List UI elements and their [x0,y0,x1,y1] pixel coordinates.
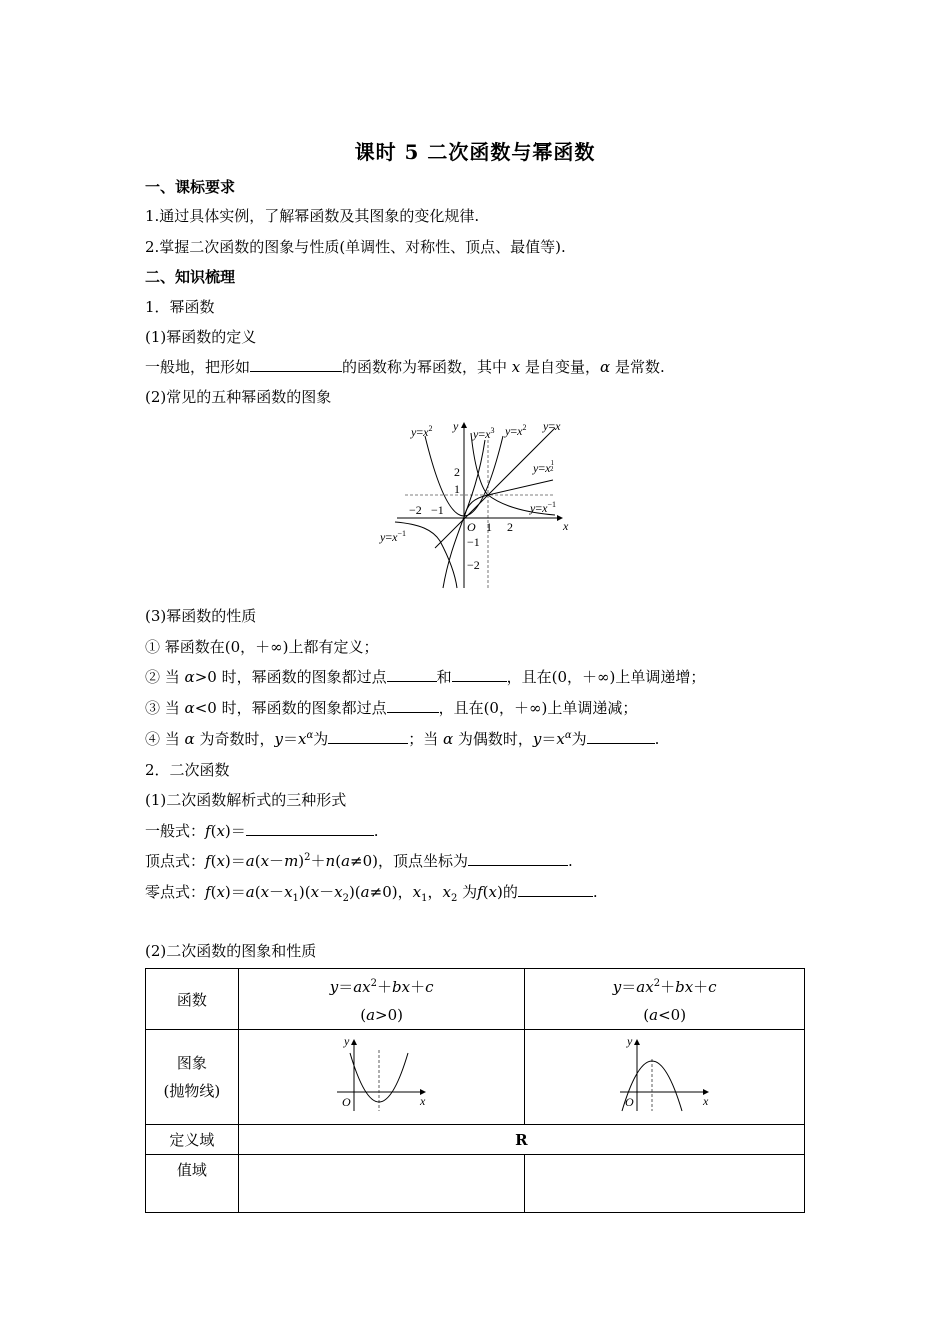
table-row-function [146,969,805,1030]
property-2-blank-2 [452,668,507,682]
graph-a-y-label: y [343,1035,349,1048]
forms-title: (1)二次函数解析式的三种形式 [145,791,347,809]
parabola-down-graph [615,1035,715,1115]
zero-form-blank [518,883,593,897]
header-graph-2: (抛物线) [163,1082,221,1100]
formula-a: $y=ax^2+bx+c$ [329,977,434,996]
property-4-d: ；当 [408,730,443,748]
tick-y-2: 2 [454,465,460,479]
general-form-end: . [373,822,379,840]
vertex-form-label: 顶点式： [145,852,206,870]
label-x: y=x [543,419,561,433]
condition-a: (a>0) [360,1005,403,1024]
property-3 [145,697,637,718]
formula-b: $y=ax^2+bx+c$ [612,977,717,996]
definition-text-c: 是自变量， [520,358,601,376]
general-form-eq: ＝ [230,822,246,840]
zero-form-end: . [592,883,598,901]
range-cell-a [238,1155,525,1213]
requirement-1: 1.通过具体实例，了解幂函数及其图象的变化规律. [145,207,480,225]
property-2-blank-1 [387,668,437,682]
subsection-quadratic: 2．二次函数 [145,761,230,779]
property-1: ① 幂函数在(0，＋∞)上都有定义； [145,638,379,656]
property-2-a: ② 当 [145,668,185,686]
properties-title: (3)幂函数的性质 [145,607,257,625]
property-4: ④ 当 α 为奇数时，$y=x^\alpha$为 ；当 α 为偶数时，$y=x^\alpha$为 . [145,730,660,748]
graph-b-y-arrow-icon [634,1039,640,1045]
parabola-up-graph [332,1035,432,1115]
vertex-form-b: ，顶点坐标为 [378,852,469,870]
property-4-blank-2 [587,730,655,744]
tick-y-1: 1 [454,482,460,496]
definition-line [145,356,665,377]
property-2-alpha: α [184,668,195,686]
property-4-blank-1 [328,730,408,744]
property-2-b: >0 时，幂函数的图象都过点 [194,668,387,686]
property-4-b: 为奇数时， [194,730,275,748]
property-2-d: ，且在(0，＋∞)上单调递增； [506,668,706,686]
page-title: 课时 5 二次函数与幂函数 [354,140,596,164]
header-graph-1: 图象 [176,1054,207,1072]
vertex-form-blank [468,852,568,866]
vertex-form: 顶点式：$f(x)=a(x-m)^2+n(a\ne 0)$，顶点坐标为 . [145,852,573,870]
header-range: 值域 [146,1155,239,1213]
property-3-a: ③ 当 [145,699,185,717]
tick-y-neg2: −2 [467,558,480,572]
tick-x-2: 2 [507,520,513,534]
section-1-heading: 一、课标要求 [145,178,236,196]
definition-text-a: 一般地，把形如 [145,358,251,376]
property-3-alpha: α [184,699,195,717]
curve-x [435,428,555,548]
graph-a-y-arrow-icon [351,1039,357,1045]
property-3-blank [387,699,439,713]
header-graph [146,1030,239,1125]
condition-b: (a<0) [643,1005,687,1024]
domain-value: R [238,1125,804,1155]
label-y-axis: y [453,419,459,433]
property-3-b: <0 时，幂函数的图象都过点 [194,699,387,717]
property-2 [145,666,705,687]
graph-a-origin: O [341,1095,351,1109]
label-x-half: $y=x^1$ 2 [533,459,554,475]
range-cell-b [525,1155,805,1213]
tick-y-neg1: −1 [467,535,480,549]
label-x3: $y=x^3$ [473,426,495,441]
tick-x-neg1: −1 [431,503,444,517]
definition-blank [250,358,342,372]
table-row-domain [146,1125,805,1155]
cell-graph-b [525,1030,805,1125]
table-title: (2)二次函数的图象和性质 [145,942,317,960]
general-form: 一般式：f(x)＝ . [145,822,379,840]
quadratic-properties-table [145,968,805,1213]
general-form-label: 一般式： [145,822,206,840]
zero-form-b: ， [397,883,413,901]
power-functions-graph [375,418,575,590]
tick-x-neg2: −2 [409,503,422,517]
property-3-c: ，且在(0，＋∞)上单调递减； [438,699,638,717]
header-domain: 定义域 [146,1125,239,1155]
label-origin: O [467,520,476,534]
label-x2-left: $y=x^2$ [411,424,433,439]
property-2-c: 和 [436,668,452,686]
zero-form: 零点式：$f(x)=a(x-x_1)(x-x_2)(a\ne 0)$，$x_1$，$x_2$ 为f(x)的 . [145,883,598,904]
cell-graph-a [238,1030,525,1125]
definition-x: x [511,358,521,376]
header-function: 函数 [146,969,239,1030]
definition-text-d: 是常数. [610,358,665,376]
cell-func-b [525,969,805,1030]
label-xinv-right: $y=x^{-1}$ [530,500,556,515]
property-4-alpha-1: α [184,730,195,748]
subsection-power-function: 1．幂函数 [145,298,215,316]
definition-title: (1)幂函数的定义 [145,328,257,346]
vertex-form-end: . [568,852,573,870]
graph-b-y-label: y [626,1035,633,1048]
cell-func-a [238,969,525,1030]
zero-form-label: 零点式： [145,883,206,901]
tick-x-1: 1 [486,520,492,534]
definition-alpha: α [600,358,611,376]
property-4-formula-2: y [532,730,542,748]
table-row-range [146,1155,805,1213]
label-x2-right: $y=x^2$ [505,423,527,438]
label-x-axis: x [563,519,569,533]
zero-form-c: 为 [462,883,478,901]
table-row-graph [146,1030,805,1125]
section-2-heading: 二、知识梳理 [145,268,236,286]
y-axis-arrow-icon [461,422,467,428]
requirement-2: 2.掌握二次函数的图象与性质(单调性、对称性、顶点、最值等). [145,238,566,256]
graph-a-x-label: x [419,1094,425,1108]
property-4-formula-1: y [274,730,283,748]
zero-form-d: 的 [502,883,518,901]
graph-b-origin: O [624,1095,634,1109]
property-4-g: . [654,730,660,748]
general-form-blank [246,822,374,836]
property-4-a: ④ 当 [145,730,185,748]
property-4-alpha-2: α [443,730,454,748]
property-4-c: 为 [313,730,329,748]
property-4-e: 为偶数时， [453,730,533,748]
definition-text-b: 的函数称为幂函数，其中 [342,358,512,376]
property-4-f: 为 [571,730,587,748]
graph-b-x-label: x [702,1094,709,1108]
label-xinv-left: $y=x^{-1}$ [380,529,406,544]
graphs-title: (2)常见的五种幂函数的图象 [145,388,332,406]
